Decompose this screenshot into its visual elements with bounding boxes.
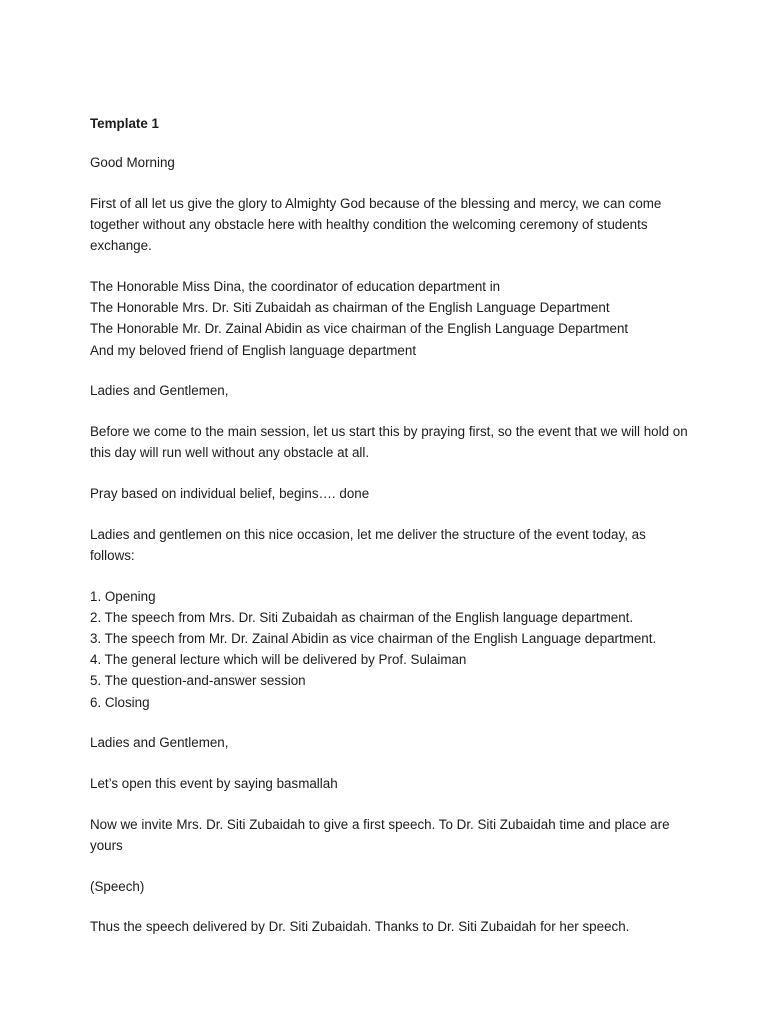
invite-paragraph: Now we invite Mrs. Dr. Siti Zubaidah to give a first speech. To Dr. Siti Zubaidah time and place are yours: [90, 816, 670, 853]
basmallah-line: Let’s open this event by saying basmallah: [90, 775, 338, 791]
greeting: Good Morning: [90, 155, 175, 171]
opening-paragraph: First of all let us give the glory to Almighty God because of the blessing and mercy, we can come together without any obstacle here with healthy condition the welcoming ceremony of students exchange.: [90, 195, 662, 254]
agenda-item: 1. Opening: [90, 588, 156, 604]
agenda-item: 2. The speech from Mrs. Dr. Siti Zubaidah as chairman of the English language department.: [90, 609, 634, 625]
agenda-item: 3. The speech from Mr. Dr. Zainal Abidin as vice chairman of the English Language department.: [90, 630, 657, 646]
pray-line: Pray based on individual belief, begins…. done: [90, 485, 370, 501]
agenda-item: 5. The question-and-answer session: [90, 673, 306, 689]
honorables-block: [90, 276, 690, 361]
honorable-line: The Honorable Mrs. Dr. Siti Zubaidah as chairman of the English Language Department: [90, 300, 610, 316]
honorable-line: The Honorable Mr. Dr. Zainal Abidin as vice chairman of the English Language Department: [90, 321, 629, 337]
honorable-line: The Honorable Miss Dina, the coordinator of education department in: [90, 279, 501, 295]
document-title: Template 1: [90, 116, 159, 131]
agenda-item: 4. The general lecture which will be delivered by Prof. Sulaiman: [90, 652, 467, 668]
document-page: [90, 113, 690, 957]
speech-marker: (Speech): [90, 878, 145, 894]
prayer-intro: Before we come to the main session, let us start this by praying first, so the event that we will hold on this day will run well without any obstacle at all.: [90, 424, 688, 461]
structure-intro: Ladies and gentlemen on this nice occasion, let me deliver the structure of the event today, as follows:: [90, 526, 646, 563]
thanks-paragraph: Thus the speech delivered by Dr. Siti Zubaidah. Thanks to Dr. Siti Zubaidah for her speech.: [90, 919, 630, 935]
agenda-item: 6. Closing: [90, 694, 150, 710]
ladies-gentlemen-2: Ladies and Gentlemen,: [90, 735, 229, 751]
agenda-list: [90, 586, 690, 713]
ladies-gentlemen-1: Ladies and Gentlemen,: [90, 383, 229, 399]
honorable-line: And my beloved friend of English language department: [90, 342, 417, 358]
